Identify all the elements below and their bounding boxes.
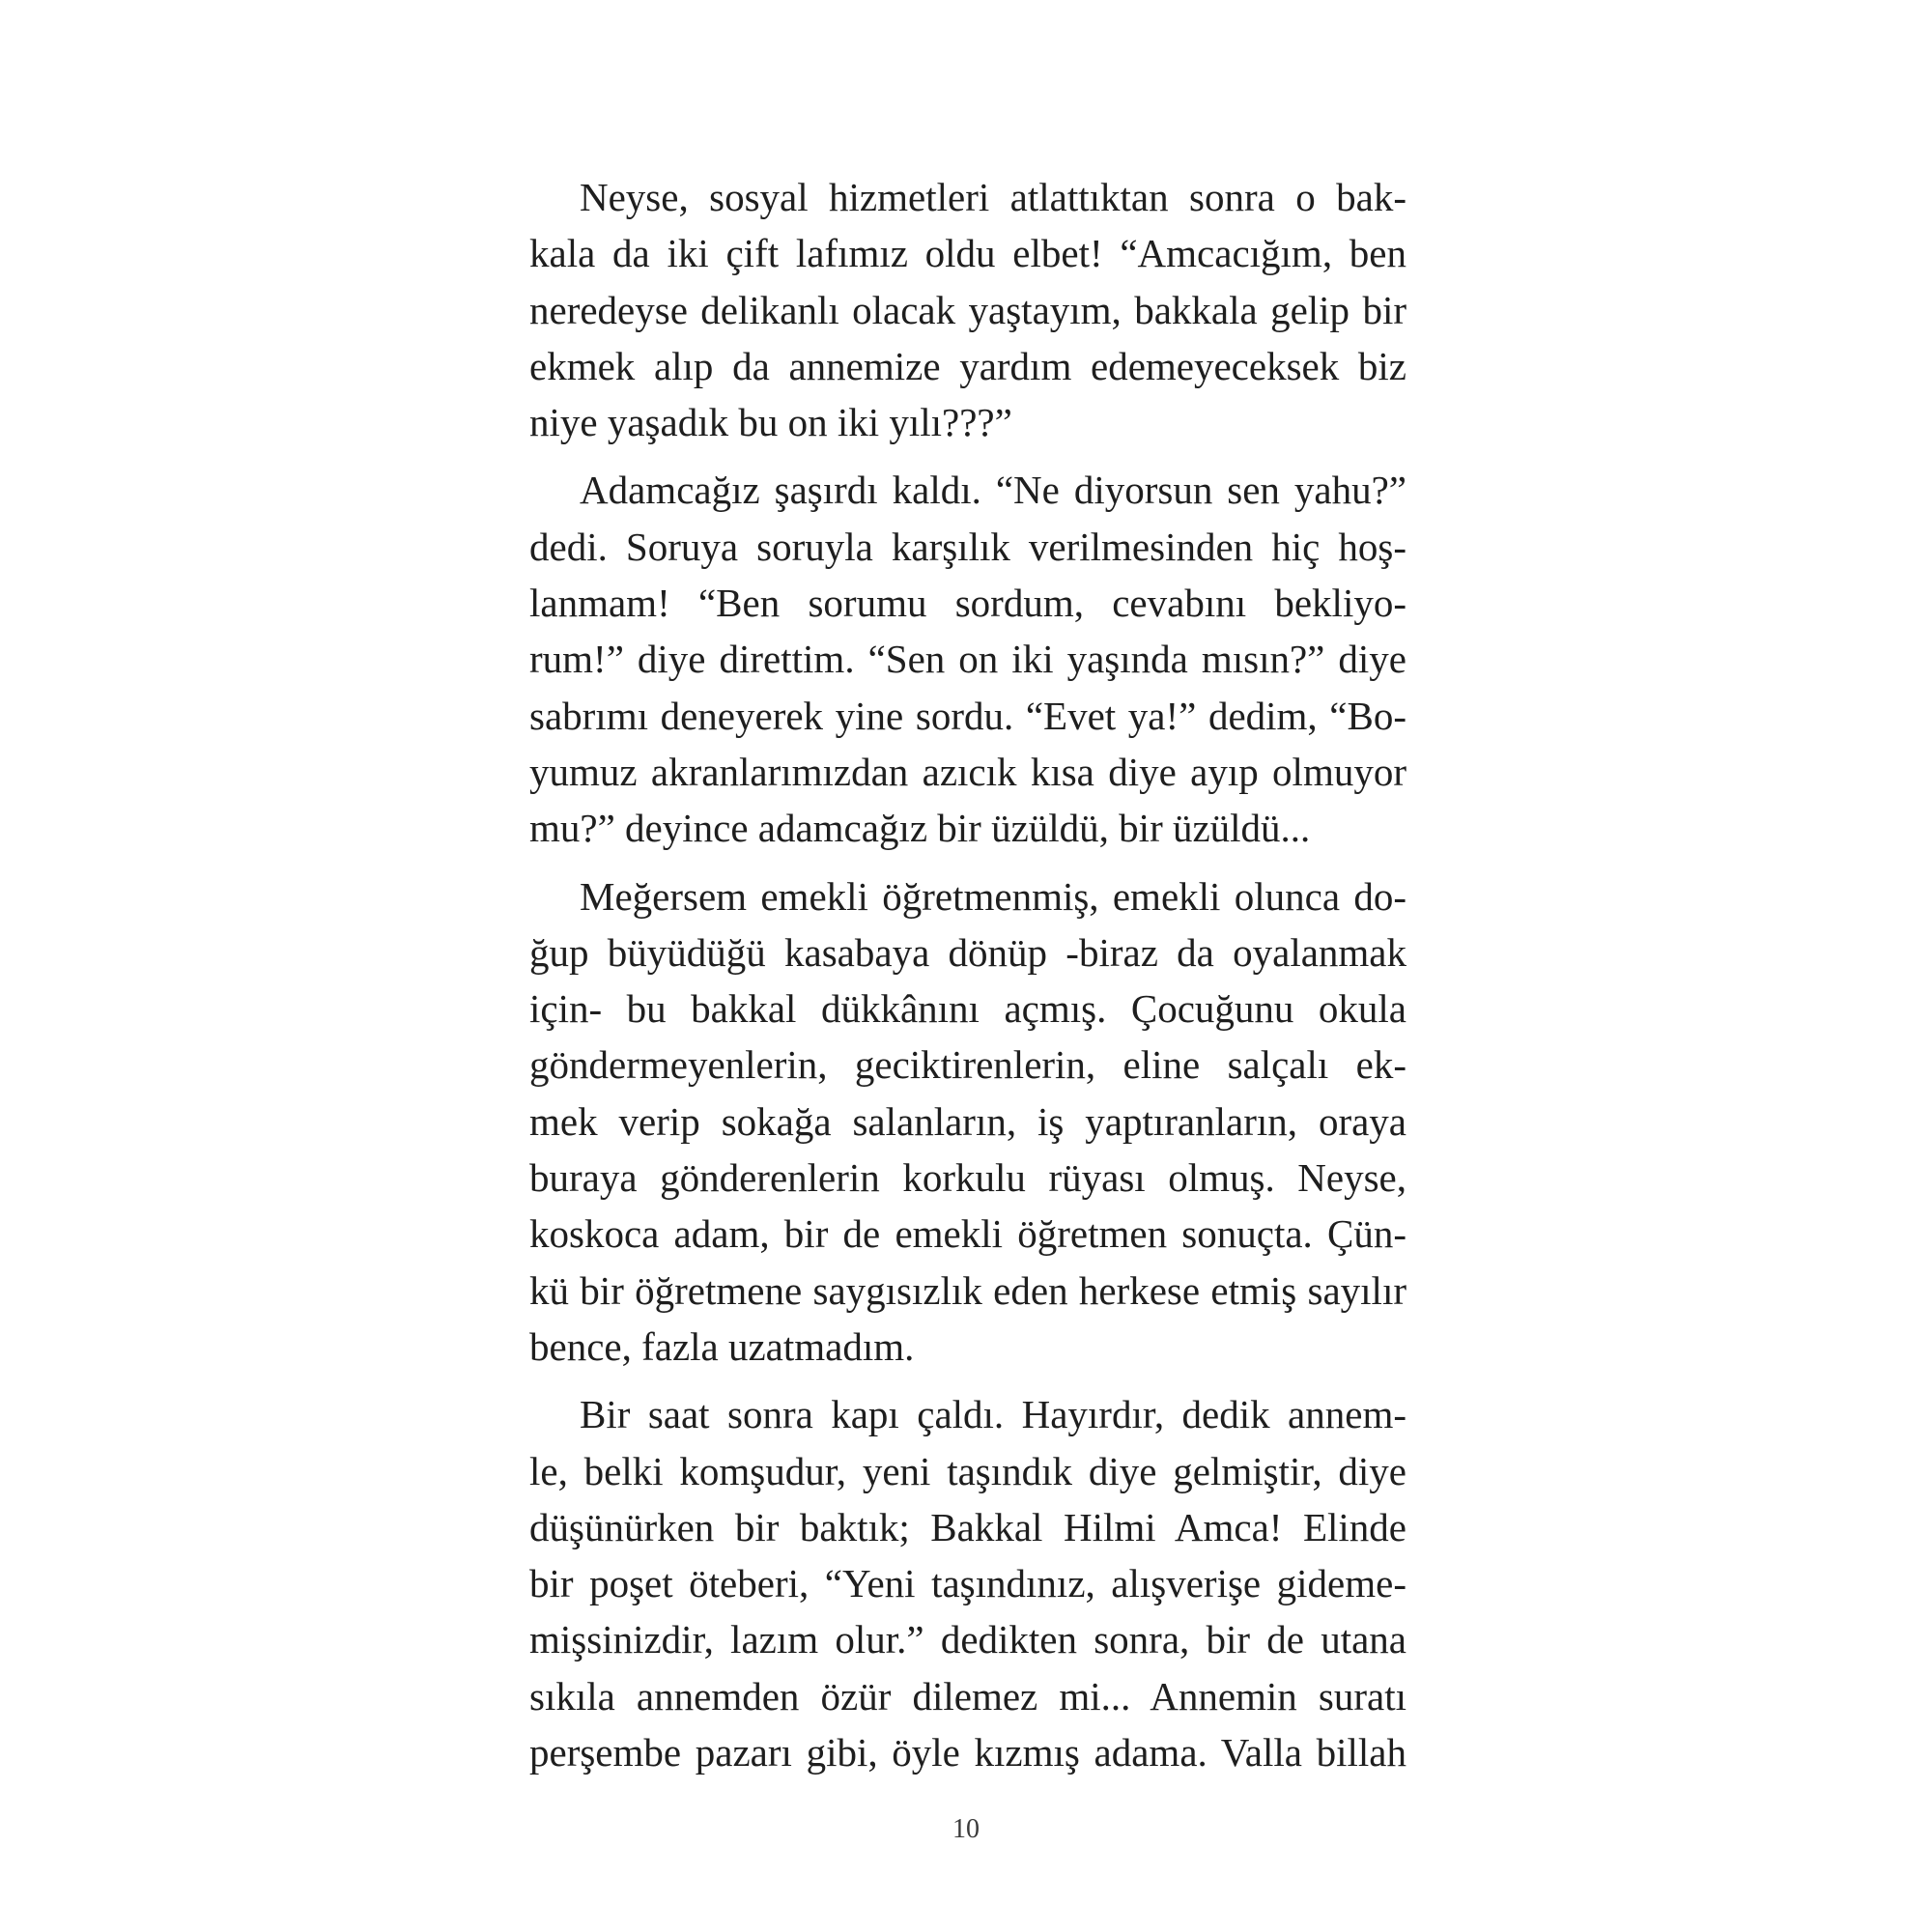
paragraph-2 [529,462,1406,856]
text-line: Bir saat sonra kapı çaldı. Hayırdır, dedik annem- [580,1392,1406,1437]
paragraph-4 [529,1386,1406,1780]
text-line: koskoca adam, bir de emekli öğretmen sonuçta. Çün- [529,1211,1406,1257]
paragraph-1 [529,169,1406,450]
text-line: bence, fazla uzatmadım. [529,1323,915,1369]
text-line: mu?” deyince adamcağız bir üzüldü, bir üzüldü... [529,806,1311,851]
text-line: perşembe pazarı gibi, öyle kızmış adama. Valla billah [529,1730,1406,1776]
text-line: kü bir öğretmene saygısızlık eden herkese etmiş sayılır [529,1267,1406,1313]
text-line: mişsinizdir, lazım olur.” dedikten sonra, bir de utana [529,1617,1406,1662]
text-line: için- bu bakkal dükkânını açmış. Çocuğunu okula [529,986,1406,1032]
text-line: bir poşet öteberi, “Yeni taşındınız, alışverişe gideme- [529,1561,1406,1606]
text-line: düşünürken bir baktık; Bakkal Hilmi Amca! Elinde [529,1504,1406,1549]
text-line: le, belki komşudur, yeni taşındık diye gelmiştir, diye [529,1448,1406,1493]
text-line: göndermeyenlerin, geciktirenlerin, eline salçalı ek- [529,1042,1406,1088]
body-text [529,169,1406,1792]
paragraph-3 [529,868,1406,1376]
page-number: 10 [952,1814,980,1844]
text-line: yumuz akranlarımızdan azıcık kısa diye ayıp olmuyor [529,749,1406,794]
text-line: Adamcağız şaşırdı kaldı. “Ne diyorsun sen yahu?” [580,468,1406,513]
text-line: ğup büyüdüğü kasabaya dönüp -biraz da oyalanmak [529,929,1406,975]
text-line: dedi. Soruya soruyla karşılık verilmesinden hiç hoş- [529,524,1406,569]
text-line: neredeyse delikanlı olacak yaştayım, bakkala gelip bir [529,287,1406,332]
text-line: niye yaşadık bu on iki yılı???” [529,400,1012,445]
text-line: kala da iki çift lafımız oldu elbet! “Amcacığım, ben [529,231,1406,276]
text-line: sıkıla annemden özür dilemez mi... Annemin suratı [529,1673,1406,1719]
text-line: lanmam! “Ben sorumu sordum, cevabını bekliyo- [529,581,1406,626]
text-line: buraya gönderenlerin korkulu rüyası olmuş. Neyse, [529,1155,1406,1201]
text-line: Meğersem emekli öğretmenmiş, emekli olunca do- [580,873,1406,919]
text-line: ekmek alıp da annemize yardım edemeyeceksek biz [529,343,1406,388]
text-line: rum!” diye direttim. “Sen on iki yaşında mısın?” diye [529,637,1406,682]
text-line: sabrımı deneyerek yine sordu. “Evet ya!” dedim, “Bo- [529,693,1406,738]
text-line: Neyse, sosyal hizmetleri atlattıktan sonra o bak- [580,175,1406,219]
text-line: mek verip sokağa salanların, iş yaptıranların, oraya [529,1098,1406,1144]
